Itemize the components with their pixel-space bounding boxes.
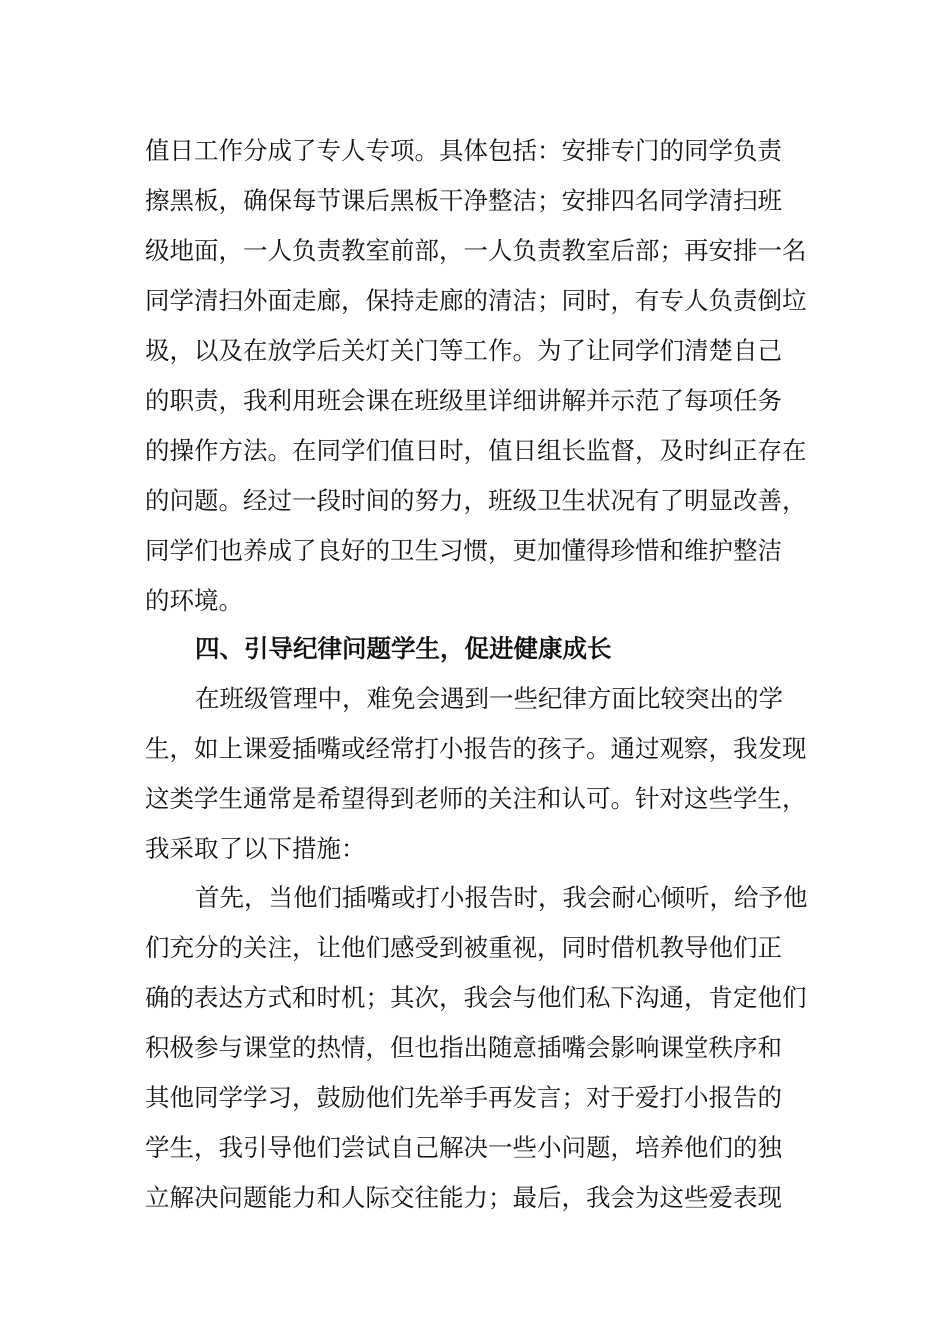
text-line: 的职责，我利用班会课在班级里详细讲解并示范了每项任务 bbox=[145, 386, 782, 415]
text-line: 圾，以及在放学后关灯关门等工作。为了让同学们清楚自己 bbox=[145, 336, 782, 365]
text-line: 确的表达方式和时机；其次，我会与他们私下沟通，肯定他们 bbox=[145, 983, 807, 1012]
section-heading: 四、引导纪律问题学生，促进健康成长 bbox=[195, 634, 612, 663]
text-line: 这类学生通常是希望得到老师的关注和认可。针对这些学生， bbox=[145, 784, 807, 813]
text-line: 其他同学学习，鼓励他们先举手再发言；对于爱打小报告的 bbox=[145, 1083, 782, 1112]
text-line: 积极参与课堂的热情，但也指出随意插嘴会影响课堂秩序和 bbox=[145, 1033, 782, 1062]
text-line: 立解决问题能力和人际交往能力；最后，我会为这些爱表现 bbox=[145, 1183, 782, 1212]
text-line: 同学们也养成了良好的卫生习惯，更加懂得珍惜和维护整洁 bbox=[145, 536, 782, 565]
text-line: 擦黑板，确保每节课后黑板干净整洁；安排四名同学清扫班 bbox=[145, 186, 782, 215]
text-line: 的问题。经过一段时间的努力，班级卫生状况有了明显改善， bbox=[145, 486, 807, 515]
text-line: 的操作方法。在同学们值日时，值日组长监督，及时纠正存在 bbox=[145, 436, 807, 465]
text-line: 我采取了以下措施： bbox=[145, 834, 366, 863]
text-line: 们充分的关注，让他们感受到被重视，同时借机教导他们正 bbox=[145, 933, 782, 962]
text-line: 在班级管理中，难免会遇到一些纪律方面比较突出的学 bbox=[195, 684, 783, 713]
text-line: 级地面，一人负责教室前部，一人负责教室后部；再安排一名 bbox=[145, 236, 807, 265]
text-line: 值日工作分成了专人专项。具体包括：安排专门的同学负责 bbox=[145, 136, 782, 165]
text-line: 学生，我引导他们尝试自己解决一些小问题，培养他们的独 bbox=[145, 1133, 782, 1162]
text-line: 同学清扫外面走廊，保持走廊的清洁；同时，有专人负责倒垃 bbox=[145, 286, 807, 315]
text-line: 的环境。 bbox=[145, 586, 243, 615]
text-line: 首先，当他们插嘴或打小报告时，我会耐心倾听，给予他 bbox=[195, 883, 808, 912]
text-line: 生，如上课爱插嘴或经常打小报告的孩子。通过观察，我发现 bbox=[145, 734, 807, 763]
